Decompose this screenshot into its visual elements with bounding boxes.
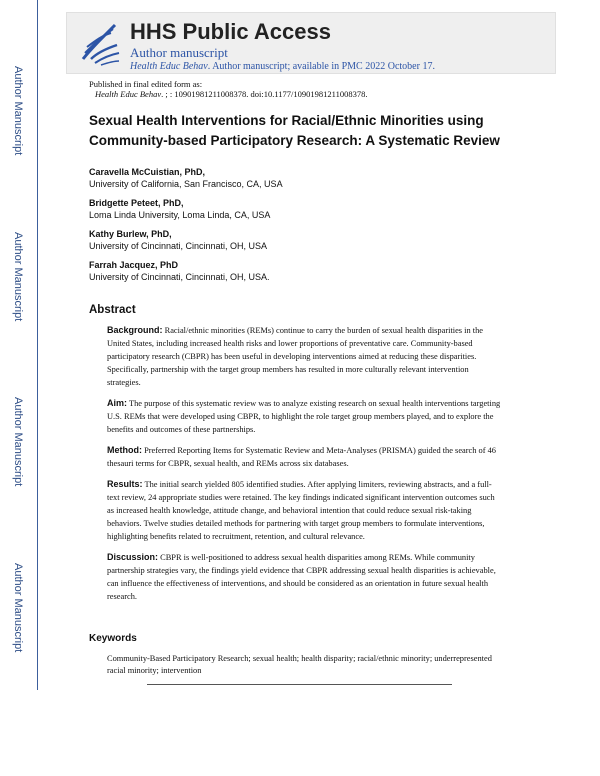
section-label: Results: — [107, 479, 143, 489]
journal-name: Health Educ Behav — [130, 61, 208, 72]
author-name: Caravella McCuistian, PhD, — [89, 167, 206, 177]
abstract-background — [107, 324, 502, 389]
hhs-eagle-logo-icon — [77, 19, 123, 67]
keywords-heading: Keywords — [89, 633, 137, 644]
author-name: Kathy Burlew, PhD, — [89, 229, 172, 239]
publication-journal: Health Educ Behav — [95, 89, 162, 99]
section-label: Background: — [107, 325, 163, 335]
author-name: Bridgette Peteet, PhD, — [89, 198, 184, 208]
section-text: The purpose of this systematic review was to analyze existing research on sexual health interventions targeting U.S. REMs that were developed using CBPR, to highlight the role target group members played, and to explore the benefits and outcomes of these partnerships. — [107, 399, 501, 434]
author — [89, 259, 283, 283]
sidebar-rule — [37, 0, 38, 690]
section-label: Discussion: — [107, 552, 159, 562]
abstract-aim — [107, 397, 502, 436]
author-affiliation: University of Cincinnati, Cincinnati, OH, USA — [89, 241, 268, 251]
publication-label: Published in final edited form as: — [89, 79, 203, 89]
hhs-subtitle: Author manuscript — [130, 45, 228, 60]
author — [89, 197, 283, 221]
author-affiliation: University of Cincinnati, Cincinnati, OH, USA. — [89, 272, 270, 282]
abstract-results — [107, 478, 502, 543]
hhs-citation — [130, 61, 435, 72]
section-text: The initial search yielded 805 identified studies. After applying limiters, reviewing abstracts, and a full-text review, 24 appropriate studies were retained. The key findings indicated significant intervention outcomes such as increased health knowledge, attitude change, and behavioral intention that could reduce sexual risk-taking behaviors. Twelve studies detailed methods for partnering with target group members to formulate interventions, highlighting benefits related to recruitment, retention, and cultural relevance. — [107, 480, 495, 541]
author-affiliation: Loma Linda University, Loma Linda, CA, USA — [89, 210, 271, 220]
abstract-body — [107, 324, 502, 611]
author — [89, 166, 283, 190]
article-title: Sexual Health Interventions for Racial/Ethnic Minorities using Community-based Participatory Research: A Systematic Review — [89, 113, 500, 148]
abstract-method — [107, 444, 502, 470]
section-label: Aim: — [107, 398, 127, 408]
section-text: Racial/ethnic minorities (REMs) continue to carry the burden of sexual health disparities in the United States, including increased health risks and lower proportions of preventative care. Community-based participatory research (CBPR) has been useful in developing interventions aimed at reducing these disparities. Specifically, partnership with the target group members has resulted in more culturally relevant intervention strategies. — [107, 326, 484, 387]
hhs-header — [66, 12, 556, 74]
section-label: Method: — [107, 445, 142, 455]
footnote-divider — [147, 684, 452, 685]
availability-text: . Author manuscript; available in PMC 2022 October 17. — [207, 61, 435, 72]
hhs-title: HHS Public Access — [130, 19, 331, 44]
section-text: Preferred Reporting Items for Systematic Review and Meta-Analyses (PRISMA) guided the search of 46 thesauri terms for CBPR, sexual health, and REMs across six databases. — [107, 446, 496, 468]
publication-info — [89, 79, 367, 99]
author-affiliation: University of California, San Francisco, CA, USA — [89, 179, 283, 189]
abstract-heading: Abstract — [89, 304, 136, 316]
abstract-discussion — [107, 551, 502, 603]
keywords-text: Community-Based Participatory Research; sexual health; health disparity; racial/ethnic minority; underrepresented racial minority; intervention — [107, 654, 492, 675]
publication-details: . ; : 10901981211008378. doi:10.1177/10901981211008378. — [161, 89, 368, 99]
author — [89, 228, 283, 252]
author-list — [89, 166, 283, 290]
author-name: Farrah Jacquez, PhD — [89, 260, 179, 270]
section-text: CBPR is well-positioned to address sexual health disparities among REMs. While community partnership strategies vary, the findings yield evidence that CBPR addressing sexual health disparities is achievable, can influence the effectiveness of interventions, and should be considered as an orientation in future sexual health research. — [107, 553, 496, 601]
